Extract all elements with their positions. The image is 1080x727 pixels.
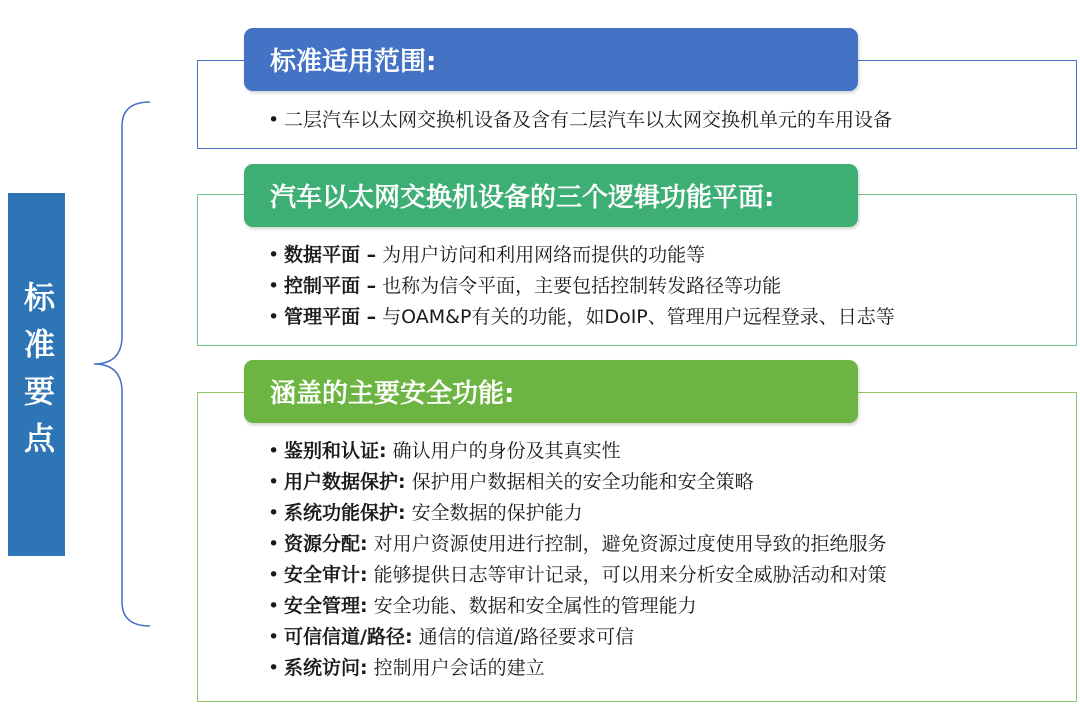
bullet-icon: • (268, 109, 280, 131)
list-item: • 安全管理: 安全功能、数据和安全属性的管理能力 (268, 591, 887, 622)
bullet-icon: • (268, 595, 280, 617)
bullet-icon: • (268, 657, 280, 679)
side-label-box (8, 193, 65, 556)
side-label-text: 标准要点 (18, 280, 54, 469)
list-item: • 控制平面 – 也称为信令平面，主要包括控制转发路径等功能 (268, 271, 895, 302)
bullet-icon: • (268, 533, 280, 555)
list-item: • 用户数据保护: 保护用户数据相关的安全功能和安全策略 (268, 467, 887, 498)
bullet-icon: • (268, 502, 280, 524)
bullet-icon: • (268, 440, 280, 462)
section-scope-list (268, 105, 892, 136)
list-item: • 系统功能保护: 安全数据的保护能力 (268, 498, 887, 529)
bullet-icon: • (268, 306, 280, 328)
section-planes-list (268, 240, 895, 333)
section-security-title: 涵盖的主要安全功能: (244, 360, 858, 423)
list-item: • 数据平面 – 为用户访问和利用网络而提供的功能等 (268, 240, 895, 271)
list-item: • 系统访问: 控制用户会话的建立 (268, 653, 887, 684)
section-scope-title: 标准适用范围: (244, 28, 858, 91)
list-item: • 鉴别和认证: 确认用户的身份及其真实性 (268, 436, 887, 467)
section-security-list (268, 436, 887, 684)
bullet-icon: • (268, 275, 280, 297)
curly-brace (88, 96, 158, 632)
list-item: • 二层汽车以太网交换机设备及含有二层汽车以太网交换机单元的车用设备 (268, 105, 892, 136)
bullet-icon: • (268, 564, 280, 586)
bullet-icon: • (268, 626, 280, 648)
section-planes-title: 汽车以太网交换机设备的三个逻辑功能平面: (244, 164, 858, 227)
list-item: • 管理平面 – 与OAM&P有关的功能，如DoIP、管理用户远程登录、日志等 (268, 302, 895, 333)
list-item: • 可信信道/路径: 通信的信道/路径要求可信 (268, 622, 887, 653)
list-item: • 安全审计: 能够提供日志等审计记录，可以用来分析安全威胁活动和对策 (268, 560, 887, 591)
bullet-icon: • (268, 244, 280, 266)
list-item: • 资源分配: 对用户资源使用进行控制，避免资源过度使用导致的拒绝服务 (268, 529, 887, 560)
bullet-icon: • (268, 471, 280, 493)
